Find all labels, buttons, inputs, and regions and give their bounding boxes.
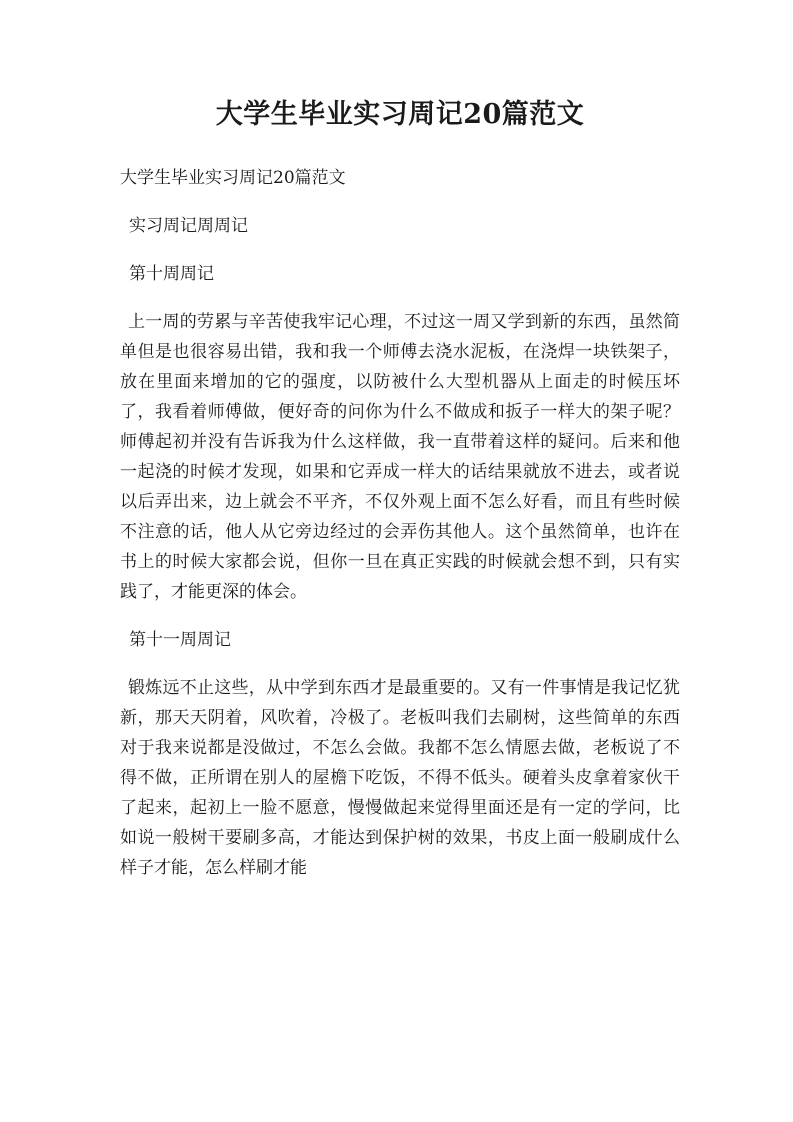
section-heading: 实习周记周周记	[129, 216, 248, 236]
document-title: 大学生毕业实习周记20篇范文	[215, 99, 585, 130]
week-11-body: 锻炼远不止这些，从中学到东西才是最重要的。又有一件事情是我记忆犹新，那天天阴着，风吹着，冷极了。老板叫我们去刷树，这些简单的东西对于我来说都是没做过，不怎么会做。我都不怎么情愿去做，老板说了不得不做，正所谓在别人的屋檐下吃饭，不得不低头。硬着头皮拿着家伙干了起来，起初上一脸不愿意，慢慢做起来觉得里面还是有一定的学问，比如说一般树干要刷多高，才能达到保护树的效果，书皮上面一般刷成什么样子才能，怎么样刷才能	[120, 678, 680, 878]
week-10-body: 上一周的劳累与辛苦使我牢记心理，不过这一周又学到新的东西，虽然简单但是也很容易出错，我和我一个师傅去浇水泥板，在浇焊一块铁架子，放在里面来增加的它的强度，以防被什么大型机器从上面走的时候压坏了，我看着师傅做，便好奇的问你为什么不做成和扳子一样大的架子呢？师傅起初并没有告诉我为什么这样做，我一直带着这样的疑问。后来和他一起浇的时候才发现，如果和它弄成一样大的话结果就放不进去，或者说以后弄出来，边上就会不平齐，不仅外观上面不怎么好看，而且有些时候不注意的话，他人从它旁边经过的会弄伤其他人。这个虽然简单，也许在书上的时候大家都会说，但你一旦在真正实践的时候就会想不到，只有实践了，才能更深的体会。	[120, 312, 680, 602]
week-10-heading: 第十周周记	[129, 264, 214, 284]
document-subtitle: 大学生毕业实习周记20篇范文	[120, 168, 346, 188]
week-11-heading: 第十一周周记	[129, 630, 231, 650]
